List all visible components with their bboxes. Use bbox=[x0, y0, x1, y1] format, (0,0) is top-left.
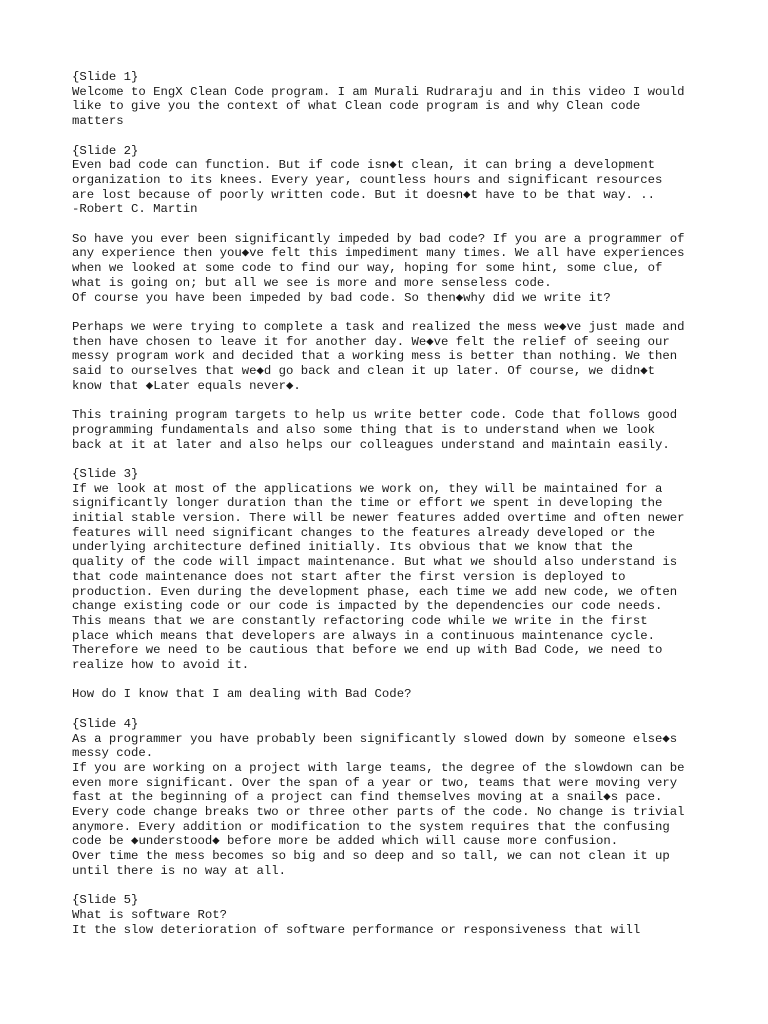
text-line: back at it at later and also helps our colleagues understand and maintain easily. bbox=[72, 437, 670, 452]
text-line: {Slide 2} bbox=[72, 143, 139, 158]
text-line: until there is no way at all. bbox=[72, 863, 287, 878]
text-line: said to ourselves that we◆d go back and clean it up later. Of course, we didn◆t bbox=[72, 364, 656, 379]
text-line: {Slide 4} bbox=[72, 716, 139, 731]
text-line: significantly longer duration than the time or effort we spent in developing the bbox=[72, 496, 663, 511]
paragraph bbox=[72, 232, 732, 306]
text-line: Welcome to EngX Clean Code program. I am Murali Rudraraju and in this video I would bbox=[72, 84, 685, 99]
text-line: messy code. bbox=[72, 746, 154, 761]
paragraph bbox=[72, 717, 732, 879]
text-line: code be ◆understood◆ before more be added which will cause more confusion. bbox=[72, 834, 619, 849]
text-line: programming fundamentals and also some thing that is to understand when we look bbox=[72, 422, 655, 437]
text-line: How do I know that I am dealing with Bad Code? bbox=[72, 687, 412, 702]
paragraph bbox=[72, 408, 732, 452]
text-line: If we look at most of the applications we work on, they will be maintained for a bbox=[72, 481, 663, 496]
text-line: Even bad code can function. But if code isn◆t clean, it can bring a development bbox=[72, 158, 655, 173]
text-line: what is going on; but all we see is more and more senseless code. bbox=[72, 275, 552, 290]
text-line: place which means that developers are always in a continuous maintenance cycle. bbox=[72, 628, 655, 643]
text-line: features will need significant changes to the features already developed or the bbox=[72, 525, 655, 540]
text-line: If you are working on a project with large teams, the degree of the slowdown can be bbox=[72, 760, 685, 775]
text-line: Perhaps we were trying to complete a task and realized the mess we◆ve just made and bbox=[72, 319, 685, 334]
text-line: that code maintenance does not start after the first version is deployed to bbox=[72, 569, 626, 584]
text-line: Therefore we need to be cautious that before we end up with Bad Code, we need to bbox=[72, 643, 663, 658]
text-line: It the slow deterioration of software performance or responsiveness that will bbox=[72, 922, 641, 937]
paragraph bbox=[72, 144, 732, 218]
text-line: This means that we are constantly refactoring code while we write in the first bbox=[72, 613, 648, 628]
text-line: {Slide 3} bbox=[72, 466, 139, 481]
paragraph bbox=[72, 70, 732, 129]
text-line: -Robert C. Martin bbox=[72, 202, 198, 217]
text-line: What is software Rot? bbox=[72, 907, 227, 922]
text-line: realize how to avoid it. bbox=[72, 658, 250, 673]
text-line: underlying architecture defined initially. Its obvious that we know that the bbox=[72, 540, 633, 555]
text-line: production. Even during the development phase, each time we add new code, we often bbox=[72, 584, 678, 599]
paragraph bbox=[72, 893, 732, 937]
transcript-text bbox=[72, 70, 732, 952]
text-line: then have chosen to leave it for another day. We◆ve felt the relief of seeing our bbox=[72, 334, 670, 349]
text-line: organization to its knees. Every year, countless hours and significant resources bbox=[72, 172, 663, 187]
text-line: quality of the code will impact maintenance. But what we should also understand is bbox=[72, 555, 678, 570]
text-line: initial stable version. There will be newer features added overtime and often newer bbox=[72, 511, 685, 526]
paragraph bbox=[72, 687, 732, 702]
paragraph bbox=[72, 467, 732, 673]
text-line: change existing code or our code is impacted by the dependencies our code needs. bbox=[72, 599, 663, 614]
text-line: messy program work and decided that a working mess is better than nothing. We then bbox=[72, 349, 678, 364]
text-line: matters bbox=[72, 114, 124, 129]
text-line: As a programmer you have probably been significantly slowed down by someone else◆s bbox=[72, 731, 678, 746]
text-line: So have you ever been significantly impeded by bad code? If you are a programmer of bbox=[72, 231, 685, 246]
text-line: when we looked at some code to find our way, hoping for some hint, some clue, of bbox=[72, 261, 663, 276]
text-line: know that ◆Later equals never◆. bbox=[72, 378, 301, 393]
text-line: Every code change breaks two or three other parts of the code. No change is trivial bbox=[72, 805, 685, 820]
text-line: anymore. Every addition or modification to the system requires that the confusing bbox=[72, 819, 670, 834]
text-line: even more significant. Over the span of a year or two, teams that were moving very bbox=[72, 775, 678, 790]
text-line: {Slide 1} bbox=[72, 70, 139, 84]
text-line: are lost because of poorly written code. But it doesn◆t have to be that way. .. bbox=[72, 187, 655, 202]
text-line: Of course you have been impeded by bad code. So then◆why did we write it? bbox=[72, 290, 611, 305]
paragraph bbox=[72, 320, 732, 394]
text-line: {Slide 5} bbox=[72, 893, 139, 908]
text-line: like to give you the context of what Clean code program is and why Clean code bbox=[72, 99, 641, 114]
text-line: fast at the beginning of a project can find themselves moving at a snail◆s pace. bbox=[72, 790, 663, 805]
text-line: This training program targets to help us write better code. Code that follows good bbox=[72, 408, 678, 423]
text-line: any experience then you◆ve felt this impediment many times. We all have experiences bbox=[72, 246, 685, 261]
text-line: Over time the mess becomes so big and so deep and so tall, we can not clean it up bbox=[72, 849, 670, 864]
